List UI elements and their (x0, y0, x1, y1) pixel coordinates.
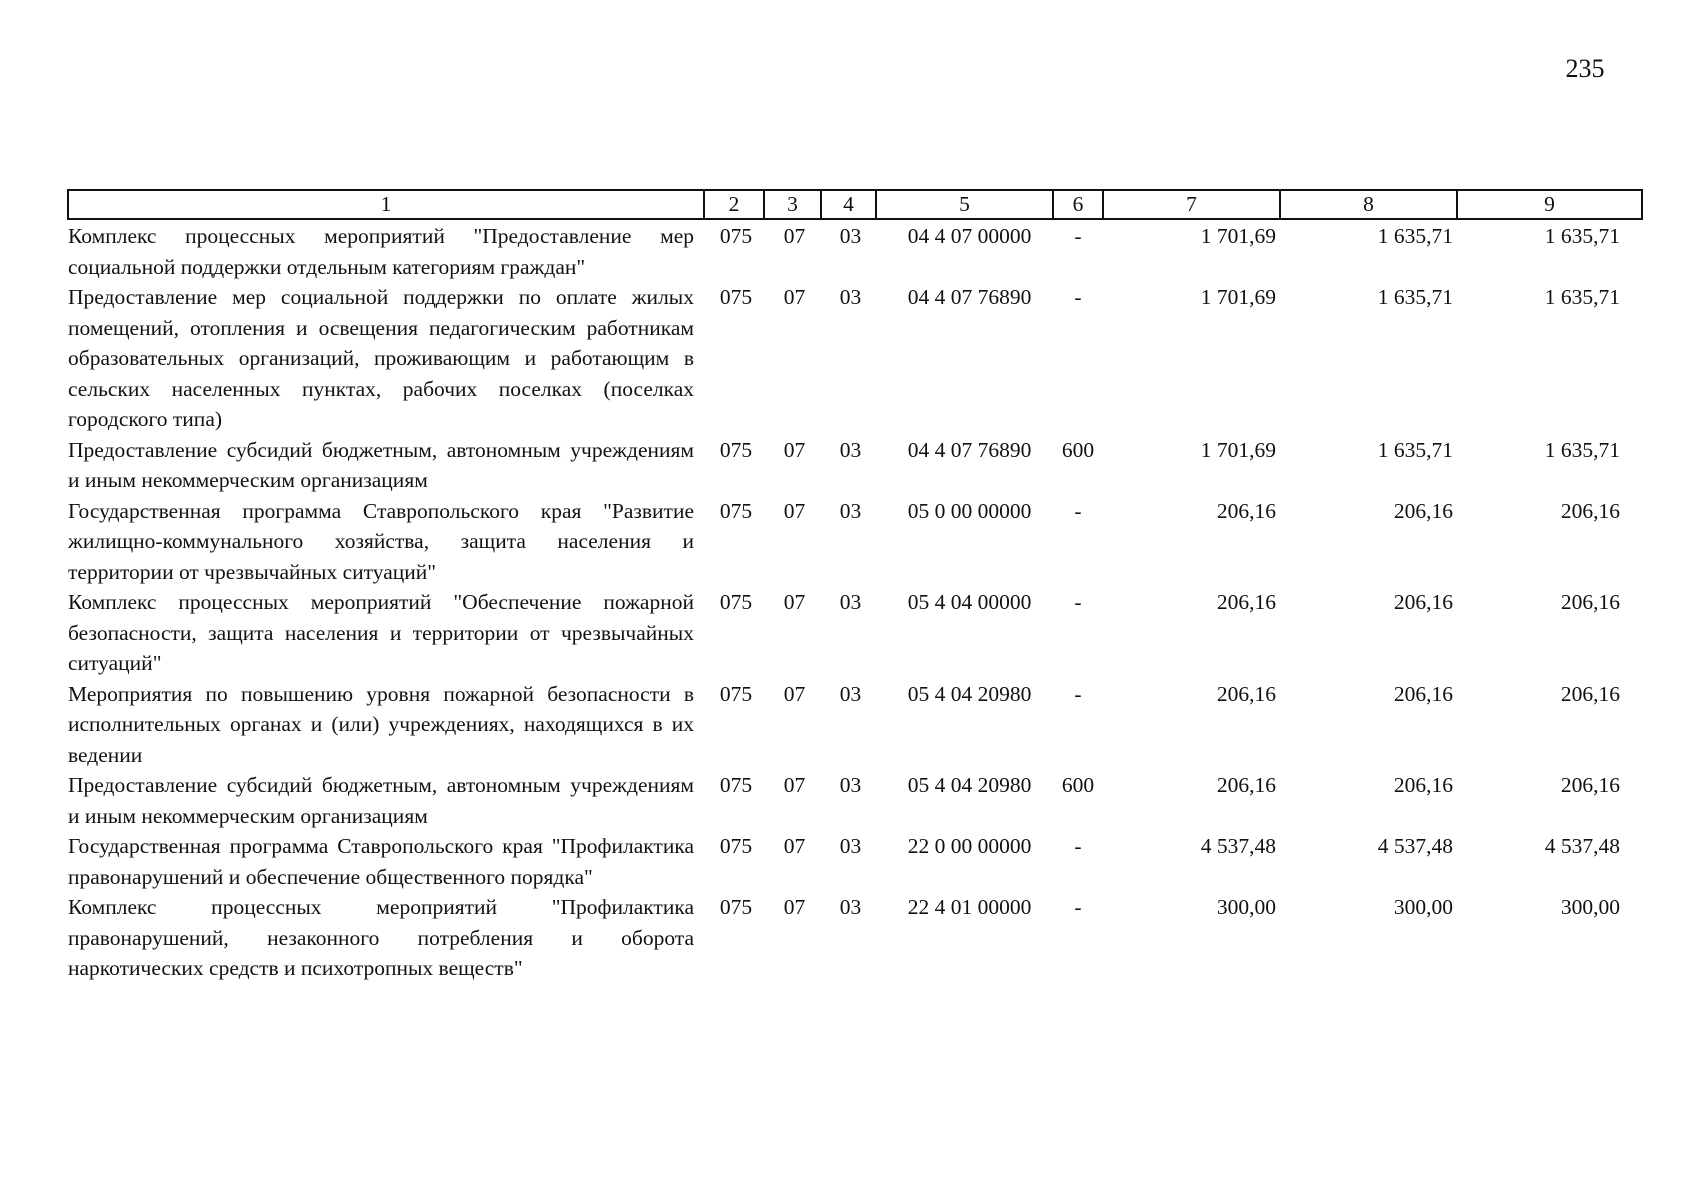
amount-col-7: 300,00 (1216, 895, 1276, 919)
ministry-code: 075 (719, 834, 753, 858)
amount-col-9: 206,16 (1560, 681, 1620, 706)
expense-type-code: - (1074, 590, 1082, 614)
amount-col-7: 206,16 (1216, 590, 1276, 614)
subsection-code: 03 (839, 224, 862, 248)
amount-col-9: 206,16 (1560, 590, 1620, 614)
amount-col-8: 206,16 (1393, 773, 1453, 797)
target-article-code: 05 4 04 20980 (907, 681, 1032, 706)
table-row (68, 587, 1642, 679)
table-row (68, 679, 1642, 771)
amount-col-8: 300,00 (1393, 895, 1453, 919)
column-header-8: 8 (1280, 190, 1457, 219)
column-header-5: 5 (876, 190, 1053, 219)
ministry-code: 075 (719, 498, 753, 523)
ministry-code: 075 (719, 437, 753, 462)
amount-col-9: 1 635,71 (1544, 285, 1620, 309)
ministry-code: 075 (719, 681, 753, 706)
table-row (68, 435, 1642, 496)
ministry-code: 075 (719, 895, 753, 919)
section-code: 07 (783, 437, 806, 462)
expense-type-code: - (1074, 834, 1082, 858)
row-description: Мероприятия по повышению уровня пожарной безопасности в исполнительных органах и (или) учреждениях, находящихся в их ведении (68, 681, 694, 767)
row-description: Предоставление мер социальной поддержки по оплате жилых помещений, отопления и освещения педагогическим работникам образовательных организаций, проживающим и работающим в сельских населенных пунктах, рабочих поселках (поселках городского типа) (68, 285, 694, 431)
column-header-1: 1 (68, 190, 704, 219)
section-code: 07 (783, 681, 806, 706)
column-header-4: 4 (821, 190, 876, 219)
subsection-code: 03 (839, 437, 862, 462)
target-article-code: 05 0 00 00000 (907, 498, 1032, 523)
page-number: 235 (1565, 54, 1605, 83)
column-header-7: 7 (1103, 190, 1280, 219)
amount-col-8: 1 635,71 (1377, 437, 1453, 462)
section-code: 07 (783, 590, 806, 614)
table-header-row (68, 190, 1642, 219)
target-article-code: 22 4 01 00000 (907, 895, 1032, 919)
target-article-code: 22 0 00 00000 (907, 834, 1032, 858)
target-article-code: 04 4 07 00000 (907, 224, 1032, 248)
subsection-code: 03 (839, 590, 862, 614)
amount-col-7: 1 701,69 (1200, 285, 1276, 309)
column-header-9: 9 (1457, 190, 1642, 219)
row-description: Комплекс процессных мероприятий "Обеспечение пожарной безопасности, защита населения и территории от чрезвычайных ситуаций" (68, 590, 694, 675)
amount-col-9: 1 635,71 (1544, 437, 1620, 462)
amount-col-9: 300,00 (1560, 895, 1620, 919)
amount-col-9: 206,16 (1560, 773, 1620, 797)
target-article-code: 04 4 07 76890 (907, 285, 1032, 309)
section-code: 07 (783, 498, 806, 523)
section-code: 07 (783, 773, 806, 797)
table-row (68, 892, 1642, 984)
subsection-code: 03 (839, 895, 862, 919)
row-description: Предоставление субсидий бюджетным, автономным учреждениям и иным некоммерческим организациям (68, 773, 694, 828)
amount-col-7: 206,16 (1216, 681, 1276, 706)
expense-type-code: - (1074, 895, 1082, 919)
amount-col-8: 206,16 (1393, 498, 1453, 523)
table-row (68, 831, 1642, 892)
column-header-2: 2 (704, 190, 764, 219)
amount-col-9: 206,16 (1560, 498, 1620, 523)
subsection-code: 03 (839, 681, 862, 706)
expense-type-code: - (1074, 285, 1082, 309)
table-row (68, 770, 1642, 831)
amount-col-8: 1 635,71 (1377, 285, 1453, 309)
amount-col-7: 1 701,69 (1200, 437, 1276, 462)
ministry-code: 075 (719, 773, 753, 797)
subsection-code: 03 (839, 834, 862, 858)
ministry-code: 075 (719, 590, 753, 614)
table-row (68, 282, 1642, 435)
amount-col-8: 206,16 (1393, 590, 1453, 614)
subsection-code: 03 (839, 285, 862, 309)
amount-col-8: 4 537,48 (1377, 834, 1453, 858)
row-description: Предоставление субсидий бюджетным, автономным учреждениям и иным некоммерческим организациям (68, 437, 694, 492)
amount-col-8: 1 635,71 (1377, 224, 1453, 248)
subsection-code: 03 (839, 498, 862, 523)
expense-type-code: - (1074, 681, 1082, 706)
expense-type-code: - (1074, 498, 1082, 523)
row-description: Государственная программа Ставропольского края "Профилактика правонарушений и обеспечение общественного порядка" (68, 834, 694, 889)
section-code: 07 (783, 895, 806, 919)
row-description: Государственная программа Ставропольского края "Развитие жилищно-коммунального хозяйства, защита населения и территории от чрезвычайных ситуаций" (68, 498, 694, 584)
amount-col-8: 206,16 (1393, 681, 1453, 706)
target-article-code: 05 4 04 20980 (907, 773, 1032, 797)
amount-col-9: 4 537,48 (1544, 834, 1620, 858)
row-description: Комплекс процессных мероприятий "Профилактика правонарушений, незаконного потребления и оборота наркотических средств и психотропных веществ" (68, 895, 694, 980)
section-code: 07 (783, 285, 806, 309)
column-header-3: 3 (764, 190, 821, 219)
amount-col-9: 1 635,71 (1544, 224, 1620, 248)
ministry-code: 075 (719, 224, 753, 248)
expense-type-code: - (1074, 224, 1082, 248)
expense-type-code: 600 (1061, 773, 1095, 797)
column-header-6: 6 (1053, 190, 1103, 219)
section-code: 07 (783, 224, 806, 248)
expense-type-code: 600 (1061, 437, 1095, 462)
target-article-code: 04 4 07 76890 (907, 437, 1032, 462)
amount-col-7: 206,16 (1216, 773, 1276, 797)
budget-table (67, 189, 1643, 984)
table-row (68, 496, 1642, 588)
section-code: 07 (783, 834, 806, 858)
amount-col-7: 4 537,48 (1200, 834, 1276, 858)
target-article-code: 05 4 04 00000 (907, 590, 1032, 614)
amount-col-7: 206,16 (1216, 498, 1276, 523)
amount-col-7: 1 701,69 (1200, 224, 1276, 248)
ministry-code: 075 (719, 285, 753, 309)
table-row (68, 219, 1642, 282)
row-description: Комплекс процессных мероприятий "Предоставление мер социальной поддержки отдельным категориям граждан" (68, 224, 694, 279)
subsection-code: 03 (839, 773, 862, 797)
